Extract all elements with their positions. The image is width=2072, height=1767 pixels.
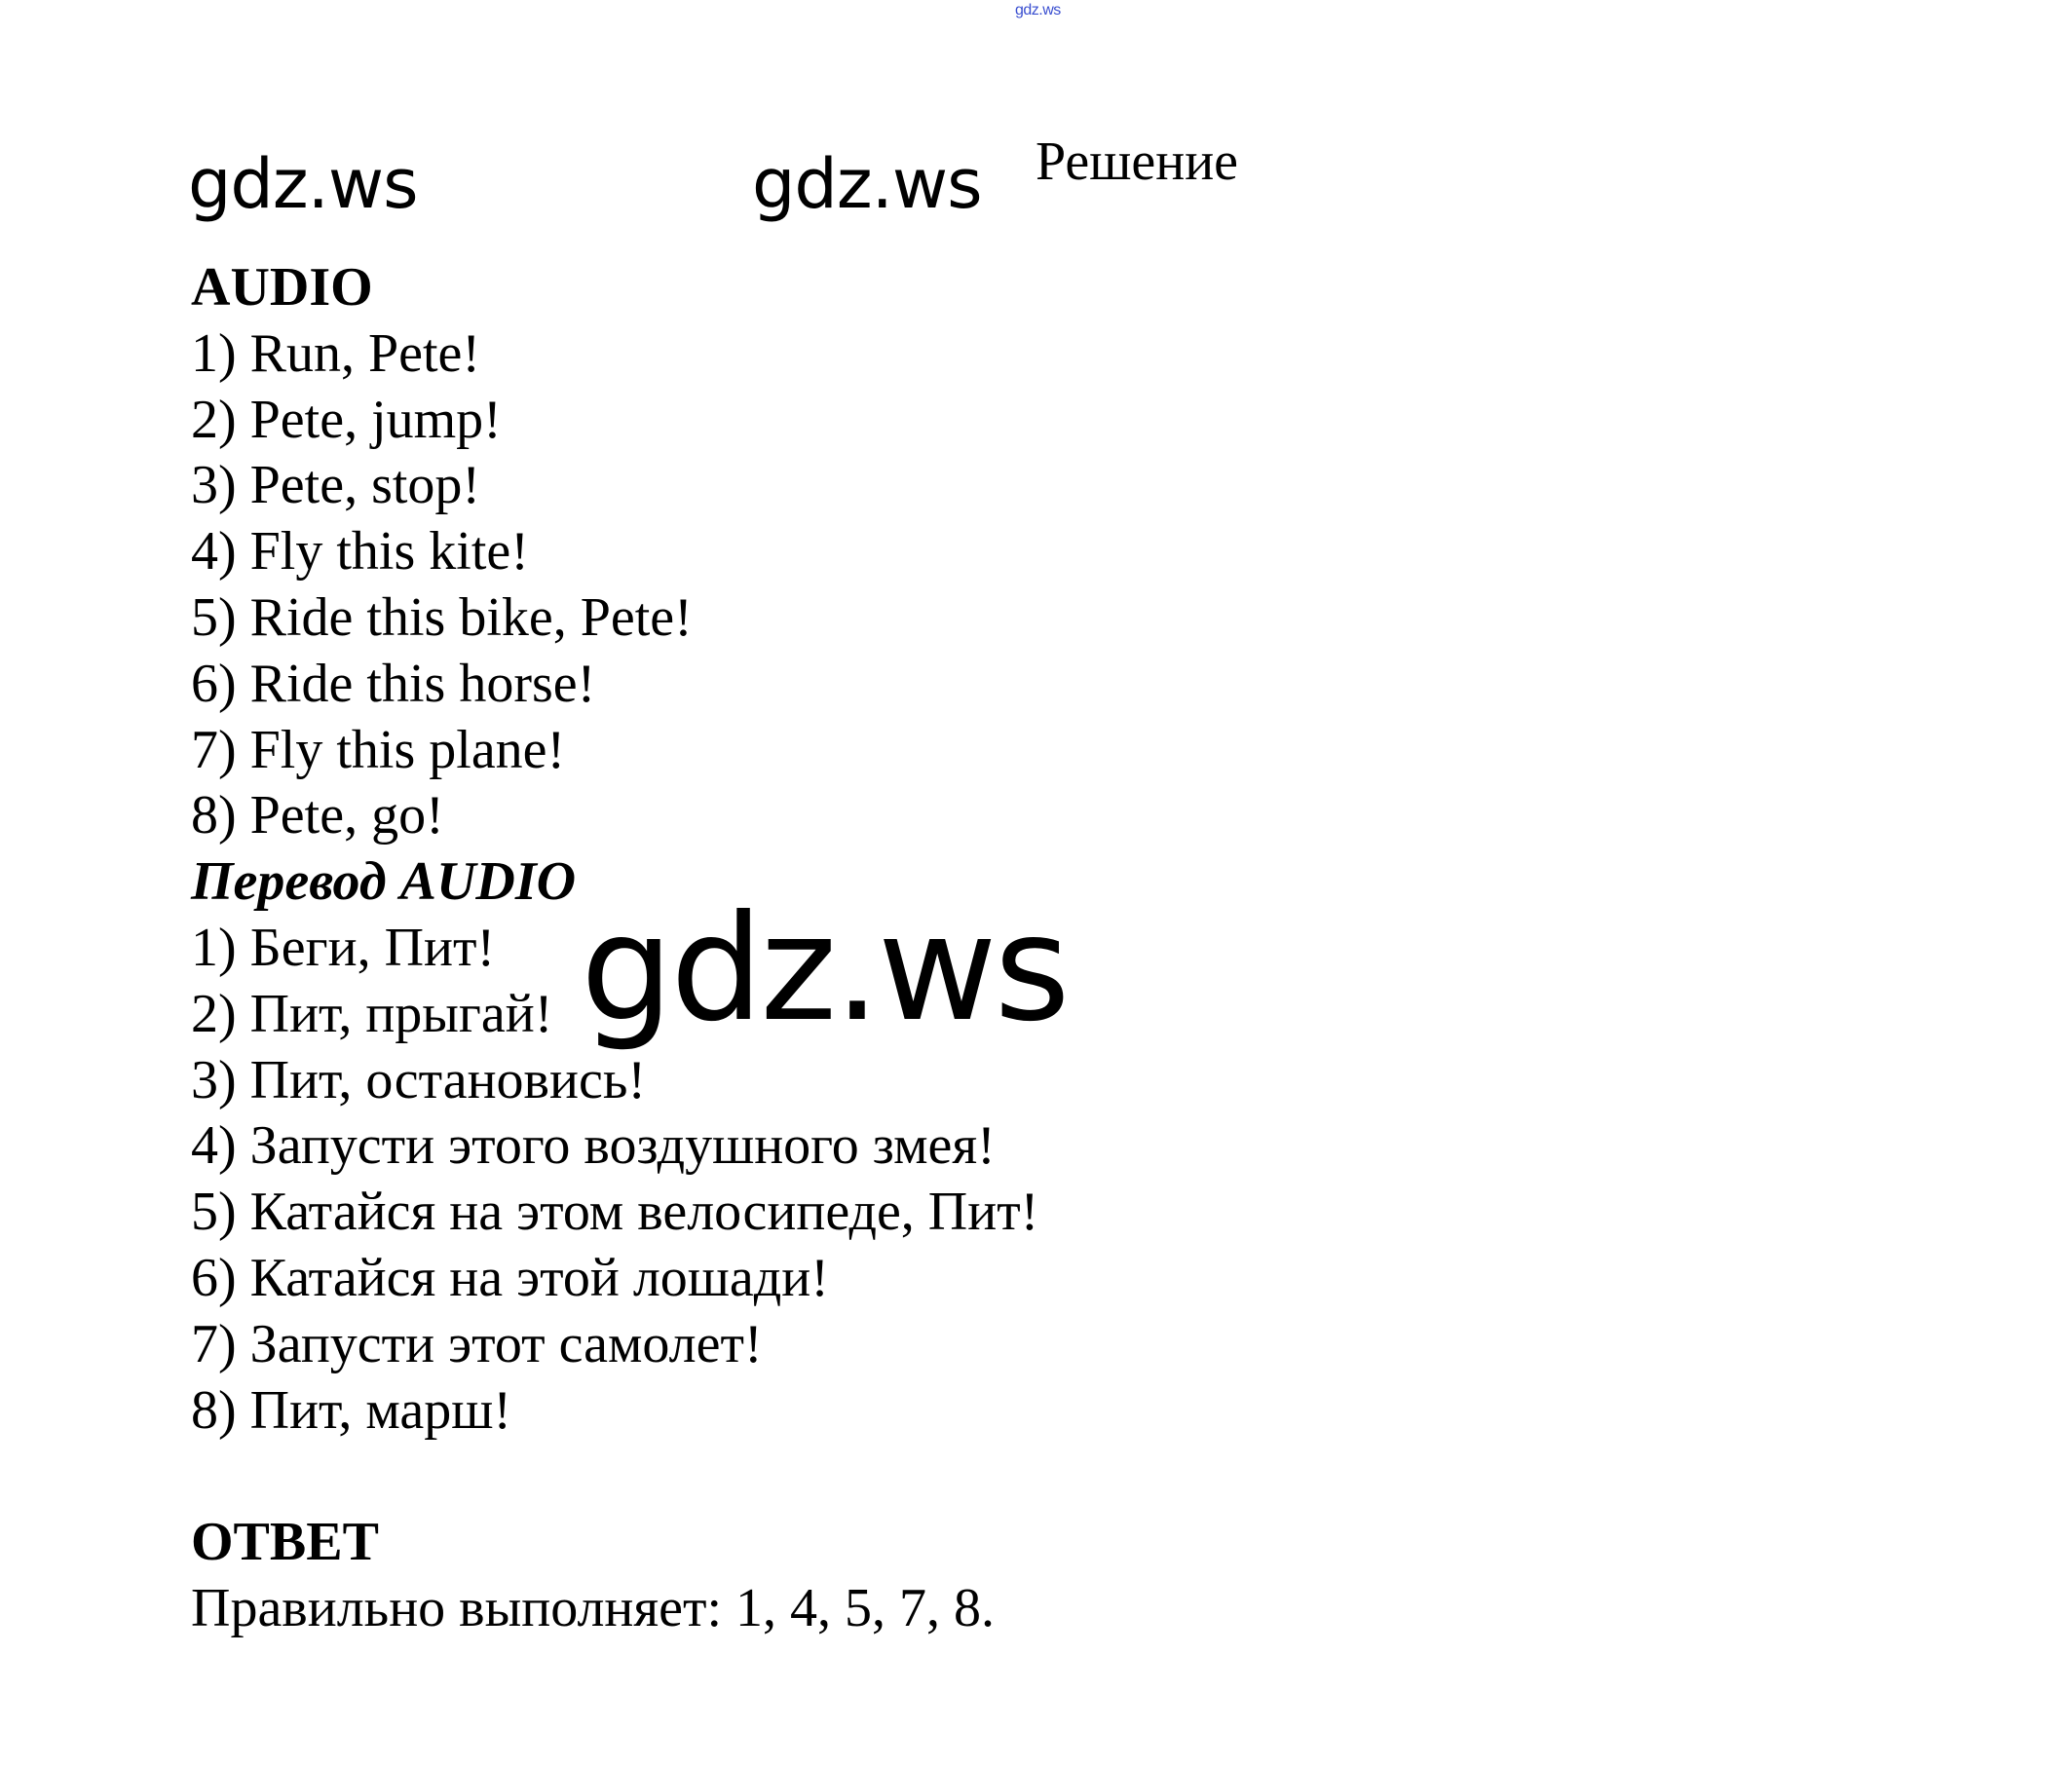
audio-item: 2) Pete, jump! <box>191 389 502 450</box>
header-watermark-center: gdz.ws <box>752 144 982 224</box>
translation-item: 3) Пит, остановись! <box>191 1049 647 1110</box>
audio-item: 4) Fly this kite! <box>191 521 529 583</box>
audio-item: 3) Pete, stop! <box>191 455 481 516</box>
audio-item: 6) Ride this horse! <box>191 653 596 714</box>
answer-text: Правильно выполняет: 1, 4, 5, 7, 8. <box>191 1577 996 1638</box>
translation-item: 6) Катайся на этой лошади! <box>191 1247 829 1308</box>
audio-item: 5) Ride this bike, Pete! <box>191 586 693 648</box>
translation-item: 1) Беги, Пит! <box>191 917 496 978</box>
answer-heading: ОТВЕТ <box>191 1512 379 1573</box>
translation-item: 4) Запусти этого воздушного змея! <box>191 1115 996 1177</box>
header-watermark-left: gdz.ws <box>188 144 418 224</box>
translation-item: 5) Катайся на этом велосипеде, Пит! <box>191 1182 1039 1243</box>
overlay-watermark: gdz.ws <box>581 884 1068 1054</box>
translation-item: 7) Запусти этот самолет! <box>191 1313 763 1374</box>
audio-heading: AUDIO <box>191 257 373 318</box>
translation-item: 8) Пит, марш! <box>191 1379 511 1441</box>
audio-item: 8) Pete, go! <box>191 785 444 846</box>
audio-item: 7) Fly this plane! <box>191 719 566 780</box>
solution-label: Решение <box>1036 132 1239 192</box>
translation-heading: Перевод AUDIO <box>191 851 577 913</box>
audio-item: 1) Run, Pete! <box>191 322 481 384</box>
translation-item: 2) Пит, прыгай! <box>191 983 553 1044</box>
section-spacer <box>191 1444 1652 1510</box>
top-watermark-text: gdz.ws <box>1015 2 1061 19</box>
